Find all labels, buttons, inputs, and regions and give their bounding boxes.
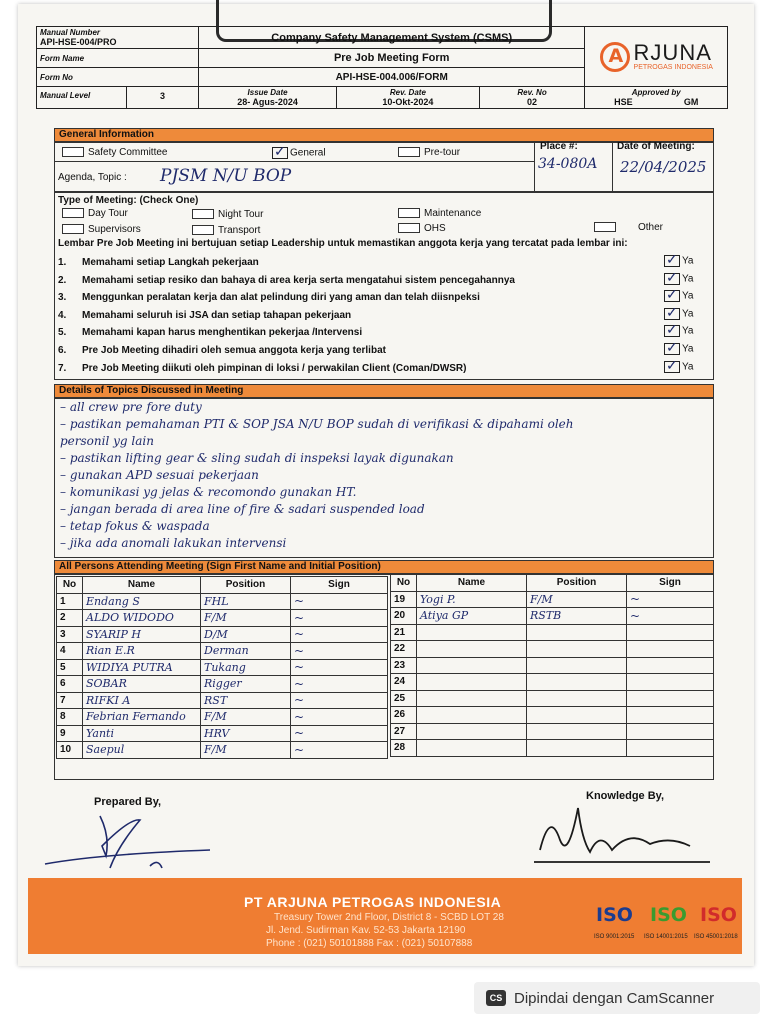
attendee-position (527, 723, 627, 740)
attendee-sign[interactable] (627, 707, 714, 724)
attendee-name: Febrian Fernando (83, 709, 201, 726)
attendee-position: FHL (201, 593, 291, 610)
attendee-position (527, 740, 627, 757)
attendee-no: 3 (57, 626, 83, 643)
checklist-yes-option[interactable] (664, 273, 694, 285)
checklist-item-text: Memahami seluruh isi JSA dan setiap tahapan pekerjaan (82, 309, 352, 321)
topic-line: – pastikan lifting gear & sling sudah di inspeksi layak digunakan (60, 451, 454, 465)
iso-45001-icon: ISO (700, 904, 737, 926)
attendee-sign[interactable] (291, 692, 388, 709)
issue-date-cell (198, 87, 336, 109)
attendee-sign[interactable] (627, 690, 714, 707)
camscanner-icon: CS (486, 990, 506, 1006)
attendee-row (57, 610, 388, 627)
footer-phone: Phone : (021) 50101888 Fax : (021) 50107888 (266, 938, 473, 949)
checklist-item-text: Memahami kapan harus menghentikan pekerjaa /Intervensi (82, 327, 363, 339)
col-sign: Sign (291, 577, 388, 594)
pre-tour-checkbox[interactable] (398, 147, 420, 157)
yes-label: Ya (682, 308, 694, 320)
col-position: Position (201, 577, 291, 594)
topic-line: – gunakan APD sesuai pekerjaan (60, 468, 259, 482)
attendee-position (527, 674, 627, 691)
signature-mark: ~ (294, 742, 305, 757)
attendee-no: 8 (57, 709, 83, 726)
yes-label: Ya (682, 273, 694, 285)
checklist-yes-option[interactable] (664, 343, 694, 355)
camscanner-text: Dipindai dengan CamScanner (514, 989, 715, 1007)
transport-checkbox[interactable] (192, 225, 214, 235)
form-header-table (36, 26, 728, 109)
attendee-no: 28 (391, 740, 417, 757)
yes-checkbox-checked[interactable] (664, 308, 680, 320)
attendee-sign[interactable] (291, 659, 388, 676)
attendee-sign[interactable] (291, 725, 388, 742)
agenda-label: Agenda, Topic : (58, 172, 127, 183)
attendee-row (57, 676, 388, 693)
attendee-sign[interactable] (291, 643, 388, 660)
attendee-sign[interactable] (627, 723, 714, 740)
attendee-no: 22 (391, 641, 417, 658)
attendee-position (527, 707, 627, 724)
iso-9001-icon: ISO (596, 904, 633, 926)
checklist-yes-option[interactable] (664, 361, 694, 373)
attendee-name: SYARIP H (83, 626, 201, 643)
manual-number-cell (37, 27, 199, 49)
footer-address-1: Treasury Tower 2nd Floor, District 8 - SCBD LOT 28 (274, 912, 504, 923)
rev-date-cell (337, 87, 480, 109)
yes-checkbox-checked[interactable] (664, 343, 680, 355)
checklist-item (58, 310, 351, 321)
attendee-name: WIDIYA PUTRA (83, 659, 201, 676)
form-name-label: Form Name (37, 49, 199, 68)
checklist-item-no: 2. (58, 274, 67, 286)
attendee-position: D/M (201, 626, 291, 643)
checklist-item-no: 5. (58, 327, 67, 339)
attendee-row (57, 659, 388, 676)
attendee-row (391, 608, 714, 625)
signature-mark: ~ (294, 660, 305, 675)
signature-mark: ~ (294, 709, 305, 724)
attendee-sign[interactable] (627, 657, 714, 674)
attendee-no: 24 (391, 674, 417, 691)
signature-mark: ~ (294, 643, 305, 658)
other-option[interactable]: Other (594, 222, 663, 233)
checklist-item (58, 257, 259, 268)
agenda-value: PJSM N/U BOP (160, 166, 292, 186)
attendee-position: RSTB (527, 608, 627, 625)
yes-checkbox-checked[interactable] (664, 361, 680, 373)
attendee-position (527, 624, 627, 641)
prepared-by-label: Prepared By, (94, 796, 162, 808)
attendee-no: 20 (391, 608, 417, 625)
other-checkbox[interactable] (594, 222, 616, 232)
rev-date: 10-Okt-2024 (382, 97, 434, 107)
yes-label: Ya (682, 326, 694, 338)
form-no-label: Form No (37, 68, 199, 87)
checklist-item (58, 292, 480, 303)
attendee-no: 6 (57, 676, 83, 693)
attendee-position: F/M (201, 709, 291, 726)
attendee-position: F/M (201, 610, 291, 627)
checklist-item (58, 363, 467, 374)
attendees-table-right (390, 574, 714, 757)
checklist-item-text: Menggunkan peralatan kerja dan alat pelindung diri yang aman dan telah diisnpeksi (82, 292, 480, 304)
supervisors-option[interactable]: Supervisors (62, 224, 141, 235)
col-name: Name (83, 577, 201, 594)
col-name-right: Name (417, 575, 527, 592)
checklist-item-no: 4. (58, 309, 67, 321)
approved-by-label: Approved by (631, 88, 681, 97)
attendee-name: Yogi P. (417, 591, 527, 608)
attendee-name (417, 624, 527, 641)
manual-level-label: Manual Level (37, 87, 127, 108)
attendee-row (391, 624, 714, 641)
attendee-row (57, 692, 388, 709)
yes-label: Ya (682, 343, 694, 355)
iso-14001-label: ISO 14001:2015 (644, 934, 688, 940)
footer-company: PT ARJUNA PETROGAS INDONESIA (244, 894, 502, 910)
approver-hse: HSE (614, 97, 633, 107)
attendee-position: Derman (201, 643, 291, 660)
attendee-name: Atiya GP (417, 608, 527, 625)
attendee-position: F/M (201, 742, 291, 759)
attendee-no: 7 (57, 692, 83, 709)
place-divider (534, 142, 535, 192)
col-position-right: Position (527, 575, 627, 592)
checklist-item-text: Pre Job Meeting dihadiri oleh semua anggota kerja yang terlibat (82, 345, 386, 356)
footer-banner (28, 878, 742, 954)
attendee-name (417, 690, 527, 707)
night-tour-checkbox[interactable] (192, 209, 214, 219)
attendee-row (57, 742, 388, 759)
issue-date: 28- Agus-2024 (237, 97, 298, 107)
attendee-row (57, 626, 388, 643)
rev-no-label: Rev. No (517, 88, 547, 97)
attendee-sign[interactable] (627, 624, 714, 641)
attendee-name: Saepul (83, 742, 201, 759)
attendees-bar: All Persons Attending Meeting (Sign First Name and Initial Position) (54, 560, 714, 574)
knowledge-by-signature (520, 800, 720, 870)
attendee-row (391, 707, 714, 724)
signature-mark: ~ (630, 592, 641, 607)
attendee-no: 19 (391, 591, 417, 608)
checklist-item (58, 275, 515, 286)
attendee-row (391, 657, 714, 674)
form-name: Pre Job Meeting Form (198, 49, 585, 68)
checklist-item (58, 327, 362, 338)
attendee-row (391, 641, 714, 658)
arjuna-logo (588, 42, 724, 72)
attendee-name (417, 657, 527, 674)
attendee-sign[interactable] (627, 740, 714, 757)
attendee-no: 26 (391, 707, 417, 724)
attendee-row (391, 591, 714, 608)
attendee-position: F/M (527, 591, 627, 608)
attendee-sign[interactable] (291, 676, 388, 693)
yes-checkbox-checked[interactable] (664, 325, 680, 337)
checklist-item-no: 6. (58, 345, 67, 356)
topic-line: – komunikasi yg jelas & recomondo gunakan HT. (60, 485, 357, 499)
night-tour-option[interactable]: Night Tour (192, 209, 263, 220)
supervisors-checkbox[interactable] (62, 224, 84, 234)
checklist-item (58, 345, 386, 356)
signature-mark: ~ (294, 726, 305, 741)
attendee-name (417, 674, 527, 691)
attendee-row (391, 740, 714, 757)
attendee-sign[interactable] (627, 674, 714, 691)
topic-line: personil yg lain (60, 434, 154, 448)
manual-level-value: 3 (159, 91, 165, 101)
topic-line: – tetap fokus & waspada (60, 519, 210, 533)
rev-no: 02 (527, 97, 538, 107)
attendee-name (417, 740, 527, 757)
attendee-sign[interactable] (291, 610, 388, 627)
col-no-right: No (391, 575, 417, 592)
attendee-sign[interactable] (627, 608, 714, 625)
attendee-no: 2 (57, 610, 83, 627)
knowledge-by-label: Knowledge By, (586, 790, 665, 802)
ohs-checkbox[interactable] (398, 223, 420, 233)
general-option[interactable]: ✓ General (272, 147, 326, 159)
date-label: Date of Meeting: (617, 141, 695, 152)
checklist-item-no: 7. (58, 362, 67, 374)
topic-line: – pastikan pemahaman PTI & SOP JSA N/U BOP sudah di verifikasi & dipahami oleh (60, 417, 574, 431)
col-no: No (57, 577, 83, 594)
place-label: Place #: (540, 141, 578, 152)
transport-option[interactable]: Transport (192, 225, 260, 236)
attendee-row (391, 674, 714, 691)
attendee-no: 23 (391, 657, 417, 674)
attendee-name: Yanti (83, 725, 201, 742)
rev-no-cell (479, 87, 585, 109)
date-divider (612, 142, 613, 192)
attendee-row (57, 709, 388, 726)
attendee-position: Rigger (201, 676, 291, 693)
system-title: Company Safety Management System (CSMS) (198, 27, 585, 49)
approved-by-cell (585, 87, 728, 109)
attendee-name: ALDO WIDODO (83, 610, 201, 627)
attendee-sign[interactable] (627, 641, 714, 658)
checklist-item-text: Memahami setiap resiko dan bahaya di area kerja serta mengatahui sistem pencegahannya (82, 274, 515, 286)
checklist-item-text: Memahami setiap Langkah pekerjaan (82, 257, 259, 268)
signature-mark: ~ (294, 693, 305, 708)
attendee-position: Tukang (201, 659, 291, 676)
signature-mark: ~ (630, 608, 641, 623)
attendee-sign[interactable] (291, 593, 388, 610)
agenda-divider (54, 161, 534, 162)
signature-mark: ~ (294, 627, 305, 642)
rev-date-label: Rev. Date (389, 88, 426, 97)
checklist-yes-option[interactable] (664, 308, 694, 320)
attendee-no: 4 (57, 643, 83, 660)
logo-sub: PETROGAS INDONESIA (633, 64, 713, 71)
attendee-no: 10 (57, 742, 83, 759)
pre-tour-option[interactable]: Pre-tour (398, 147, 460, 158)
logo-name: RJUNA (633, 40, 712, 65)
yes-checkbox-checked[interactable] (664, 273, 680, 285)
camscanner-watermark (474, 982, 760, 1014)
date-value: 22/04/2025 (620, 158, 707, 176)
topic-line: – jangan berada di area line of fire & sadari suspended load (60, 502, 425, 516)
general-checkbox-checked[interactable] (272, 147, 288, 159)
checklist-yes-option[interactable] (664, 325, 694, 337)
attendee-position: HRV (201, 725, 291, 742)
type-of-meeting-label: Type of Meeting: (Check One) (58, 195, 199, 206)
attendee-row (391, 690, 714, 707)
checklist-yes-option[interactable] (664, 290, 694, 302)
general-info-bar: General Information (54, 128, 714, 142)
manual-level-cell (37, 87, 199, 109)
attendee-no: 9 (57, 725, 83, 742)
attendee-position (527, 690, 627, 707)
attendee-no: 25 (391, 690, 417, 707)
maintenance-checkbox[interactable] (398, 208, 420, 218)
arjuna-logo-icon (600, 42, 630, 72)
approver-gm: GM (683, 97, 699, 107)
signature-mark: ~ (294, 594, 305, 609)
attendee-row (57, 593, 388, 610)
prepared-by-signature (40, 806, 240, 876)
safety-committee-checkbox[interactable] (62, 147, 84, 157)
place-value: 34-080A (538, 156, 598, 172)
day-tour-checkbox[interactable] (62, 208, 84, 218)
day-tour-option[interactable]: Day Tour (62, 208, 128, 219)
attendee-sign[interactable] (627, 591, 714, 608)
attendee-sign[interactable] (291, 626, 388, 643)
attendee-no: 27 (391, 723, 417, 740)
checklist-yes-option[interactable] (664, 255, 694, 267)
attendee-row (57, 725, 388, 742)
attendee-name (417, 707, 527, 724)
attendee-no: 5 (57, 659, 83, 676)
attendee-name: RIFKI A (83, 692, 201, 709)
attendee-position: RST (201, 692, 291, 709)
yes-label: Ya (682, 255, 694, 267)
issue-date-label: Issue Date (247, 88, 288, 97)
attendee-name: Endang S (83, 593, 201, 610)
footer-address-2: Jl. Jend. Sudirman Kav. 52-53 Jakarta 12190 (266, 925, 466, 936)
attendee-row (391, 723, 714, 740)
logo-cell (585, 27, 728, 87)
attendee-no: 21 (391, 624, 417, 641)
intro-text: Lembar Pre Job Meeting ini bertujuan setiap Leadership untuk memastikan anggota kerja yang tercatat pada lembar ini: (58, 238, 628, 249)
yes-label: Ya (682, 361, 694, 373)
attendee-sign[interactable] (291, 709, 388, 726)
manual-number-value: API-HSE-004/PRO (40, 37, 117, 47)
attendee-name: Rian E.R (83, 643, 201, 660)
iso-9001-label: ISO 9001:2015 (594, 934, 635, 940)
manual-number-label: Manual Number (40, 28, 101, 37)
yes-checkbox-checked[interactable] (664, 290, 680, 302)
yes-checkbox-checked[interactable] (664, 255, 680, 267)
iso-45001-label: ISO 45001:2018 (694, 934, 738, 940)
attendee-row (57, 643, 388, 660)
topics-bar: Details of Topics Discussed in Meeting (54, 384, 714, 398)
attendee-position (527, 641, 627, 658)
topic-line: – jika ada anomali lakukan intervensi (60, 536, 287, 550)
attendee-no: 1 (57, 593, 83, 610)
checklist-item-text: Pre Job Meeting diikuti oleh pimpinan di loksi / perwakilan Client (Coman/DWSR) (82, 362, 467, 374)
attendee-name (417, 723, 527, 740)
attendee-name: SOBAR (83, 676, 201, 693)
checklist-item-no: 3. (58, 292, 67, 304)
iso-14001-icon: ISO (650, 904, 687, 926)
checklist-item-no: 1. (58, 257, 67, 268)
attendee-sign[interactable] (291, 742, 388, 759)
ohs-option[interactable]: OHS (398, 223, 446, 234)
signature-mark: ~ (294, 610, 305, 625)
attendee-name (417, 641, 527, 658)
maintenance-option[interactable]: Maintenance (398, 208, 481, 219)
attendee-position (527, 657, 627, 674)
topic-line: – all crew pre fore duty (60, 400, 202, 414)
form-no: API-HSE-004.006/FORM (198, 68, 585, 87)
safety-committee-option[interactable]: Safety Committee (62, 147, 167, 158)
attendees-table-left (56, 576, 388, 759)
signature-mark: ~ (294, 676, 305, 691)
col-sign-right: Sign (627, 575, 714, 592)
yes-label: Ya (682, 290, 694, 302)
